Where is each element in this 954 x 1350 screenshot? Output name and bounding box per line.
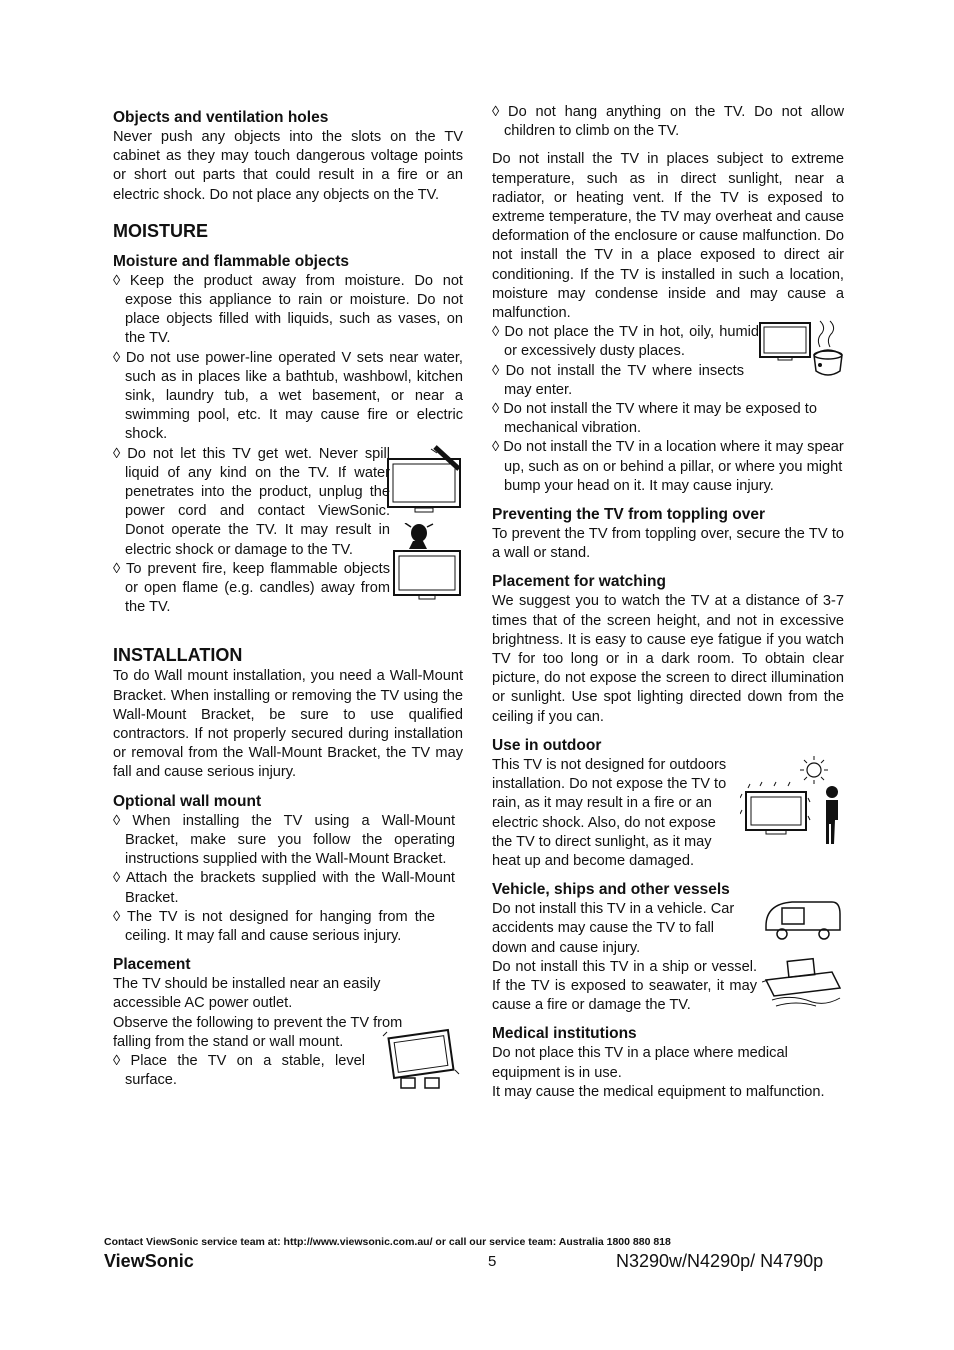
- tv-cooker-illustration: [758, 319, 844, 381]
- page-number: 5: [488, 1253, 497, 1270]
- tv-car-illustration: [762, 896, 842, 944]
- temperature-bullet-2: ◊ Do not install the TV where insects may enter.: [492, 362, 744, 398]
- tv-water-illustration: [385, 445, 465, 517]
- model-numbers: N3290w/N4290p/ N4790p: [616, 1251, 824, 1271]
- moisture-subtitle: Moisture and flammable objects: [113, 252, 349, 270]
- installation-text: To do Wall mount installation, you need a Wall-Mount Bracket. When installing or removing the TV using the Wall-Mount Bracket, be sure to use qualified contractors. If not properly secured during installation or removal from the Wall-Mount Bracket, the TV may fall and cause serious injury.: [113, 668, 463, 781]
- vehicle-text-1: Do not install this TV in a vehicle. Car accidents may cause the TV to fall down and cause injury.: [492, 901, 735, 956]
- hang-bullet: ◊ Do not hang anything on the TV. Do not allow children to climb on the TV.: [492, 104, 844, 140]
- watching-text: We suggest you to watch the TV at a distance of 3-7 times that of the screen height, and not in excessive brightness. It is easy to cause eye fatigue if you watch TV for too long or in a dark room. To obtain clear picture, do not expose the screen to direct illumination or sunlight. Use spot lighting directed down from the ceiling if you can.: [492, 593, 844, 725]
- medical-text-1: Do not place this TV in a place where medical equipment is in use.: [492, 1045, 788, 1081]
- brand-name: ViewSonic: [104, 1251, 194, 1271]
- installation-heading: INSTALLATION: [113, 645, 243, 666]
- temperature-bullet-3: ◊ Do not install the TV where it may be exposed to mechanical vibration.: [492, 401, 817, 437]
- temperature-bullet-4: ◊ Do not install the TV in a location where it may spear up, such as on or behind a pillar, or where you might bump your head on it. It may cause injury.: [492, 439, 844, 494]
- tv-ship-illustration: [762, 952, 842, 1008]
- wall-mount-title: Optional wall mount: [113, 792, 262, 810]
- footer-contact-url[interactable]: http://www.viewsonic.com.au/: [283, 1236, 433, 1248]
- footer-contact-mid: or call our service team:: [432, 1236, 559, 1248]
- moisture-bullet-2: ◊ Do not use power-line operated V sets near water, such as in places like a bathtub, washbowl, kitchen sink, laundry tub, a wet basement, or near a swimming pool, etc. It may cause fire or electric shock.: [113, 349, 463, 443]
- temperature-text: Do not install the TV in places subject to extreme temperature, such as in direct sunlight, near a radiator, or heating vent. If the TV is exposed to extreme temperature, the TV may overheat and cause deformation of the enclosure or cause malfunction. Do not install the TV in a place exposed to direct air conditioning. If the TV is installed in such a location, moisture may condense inside and may cause a malfunction.: [492, 151, 844, 322]
- watching-title: Placement for watching: [492, 573, 666, 591]
- tv-vase-illustration: [391, 523, 463, 605]
- footer-contact-phone: Australia 1800 880 818: [558, 1236, 671, 1248]
- placement-text-1: The TV should be installed near an easily accessible AC power outlet.: [113, 976, 381, 1012]
- wall-mount-bullet-3: ◊ The TV is not designed for hanging from the ceiling. It may fall and cause serious injury.: [113, 908, 435, 944]
- tv-outdoor-illustration: [740, 754, 844, 846]
- moisture-bullet-1: ◊ Keep the product away from moisture. Do not expose this appliance to rain or moisture. Do not place objects filled with liquids, such as vases, on the TV.: [113, 272, 463, 347]
- placement-bullet: ◊ Place the TV on a stable, level surface.: [113, 1052, 365, 1089]
- wall-mount-bullet-1: ◊ When installing the TV using a Wall-Mount Bracket, make sure you follow the operating instructions supplied with the Wall-Mount Bracket.: [113, 812, 455, 868]
- moisture-bullet-3: ◊ Do not let this TV get wet. Never spill liquid of any kind on the TV. If water penetrates into the product, unplug the power cord and contact ViewSonic. Donot operate the TV. It may result in electric shock or damage to the TV.: [113, 445, 390, 558]
- vehicle-title: Vehicle, ships and other vessels: [492, 881, 730, 899]
- medical-title: Medical institutions: [492, 1025, 637, 1043]
- temperature-bullet-1: ◊ Do not place the TV in hot, oily, humid or excessively dusty places.: [492, 324, 759, 360]
- vent-title: Objects and ventilation holes: [113, 109, 329, 126]
- medical-text-2: It may cause the medical equipment to malfunction.: [492, 1083, 825, 1100]
- vehicle-text-2: Do not install this TV in a ship or vessel. If the TV is exposed to seawater, it may cause a fire or damage the TV.: [492, 958, 757, 1014]
- topple-text: To prevent the TV from toppling over, secure the TV to a wall or stand.: [492, 526, 844, 562]
- footer-contact-prefix: Contact ViewSonic service team at:: [104, 1236, 284, 1248]
- moisture-heading: MOISTURE: [113, 220, 209, 241]
- right-column: [492, 103, 844, 1102]
- placement-text-2: Observe the following to prevent the TV from falling from the stand or wall mount.: [113, 1014, 403, 1050]
- wall-mount-bullet-2: ◊ Attach the brackets supplied with the Wall-Mount Bracket.: [113, 870, 455, 906]
- outdoor-text: This TV is not designed for outdoors installation. Do not expose the TV to rain, as it may result in a fire or an electric shock. Also, do not expose the TV to direct sunlight, as it may heat up and become damaged.: [492, 756, 727, 869]
- footer-contact: [104, 1236, 671, 1248]
- left-column: [113, 108, 463, 1090]
- outdoor-title: Use in outdoor: [492, 736, 602, 754]
- vent-text: Never push any objects into the slots on the TV cabinet as they may touch dangerous voltage points or short out parts that could result in a fire or an electric shock. Do not place any objects on the TV.: [113, 129, 463, 203]
- topple-title: Preventing the TV from toppling over: [492, 506, 765, 524]
- moisture-bullet-4: ◊ To prevent fire, keep flammable objects or open flame (e.g. candles) away from the TV.: [113, 560, 390, 616]
- tv-stand-illustration: [381, 1028, 461, 1094]
- placement-title: Placement: [113, 956, 191, 974]
